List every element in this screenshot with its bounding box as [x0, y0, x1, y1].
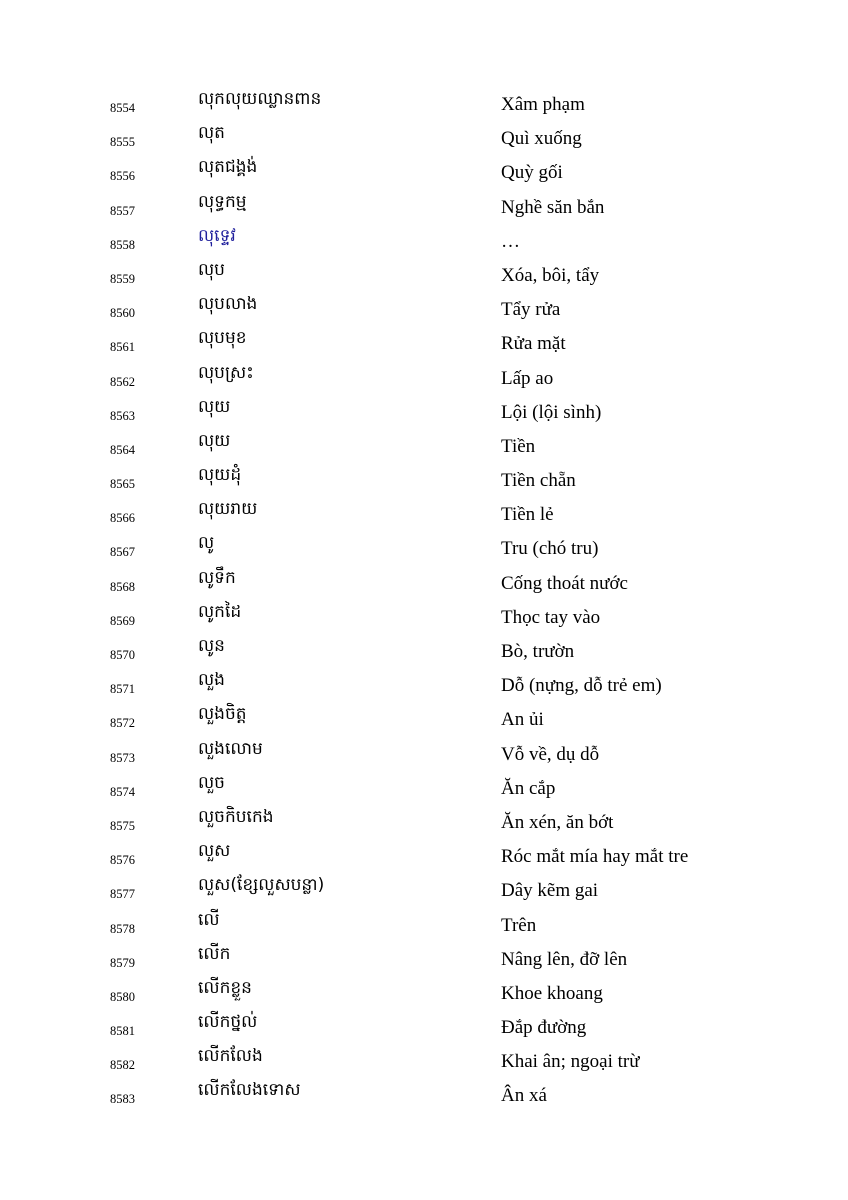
- vietnamese-translation: Khoe khoang: [501, 982, 603, 1004]
- entry-number: 8583: [110, 1092, 135, 1107]
- dictionary-entry: [0, 667, 848, 701]
- dictionary-entry: [0, 394, 848, 428]
- dictionary-entry: [0, 633, 848, 667]
- khmer-term: លួង: [198, 670, 225, 691]
- vietnamese-translation: Quì xuống: [501, 128, 582, 150]
- khmer-term: លួងលោម: [198, 738, 263, 759]
- vietnamese-translation: Ăn xén, ăn bớt: [501, 811, 614, 833]
- entry-list: [0, 86, 848, 1112]
- dictionary-entry: [0, 941, 848, 975]
- vietnamese-translation: Tru (chó tru): [501, 538, 599, 560]
- entry-number: 8554: [110, 101, 135, 115]
- entry-number: 8565: [110, 477, 135, 492]
- entry-number: 8576: [110, 853, 135, 868]
- khmer-term: លើ: [198, 909, 220, 930]
- vietnamese-translation: Ăn cắp: [501, 777, 556, 799]
- dictionary-entry: [0, 86, 848, 120]
- khmer-term: លើកខ្លួន: [198, 977, 252, 998]
- vietnamese-translation: Xâm phạm: [501, 94, 585, 115]
- khmer-term: លួច: [198, 772, 225, 793]
- khmer-term: លួចកិបកេង: [198, 806, 274, 827]
- dictionary-entry: [0, 599, 848, 633]
- khmer-term: លុយដុំ: [198, 465, 242, 486]
- dictionary-entry: [0, 701, 848, 735]
- entry-number: 8569: [110, 613, 135, 628]
- vietnamese-translation: Ân xá: [501, 1085, 547, 1107]
- khmer-term: លុយ: [198, 396, 231, 417]
- khmer-term: លូកដៃ: [198, 601, 242, 622]
- entry-number: 8563: [110, 408, 135, 423]
- dictionary-entry: [0, 257, 848, 291]
- vietnamese-translation: Quỳ gối: [501, 162, 563, 184]
- khmer-term: លុត: [198, 123, 225, 144]
- entry-number: 8561: [110, 340, 135, 355]
- entry-number: 8557: [110, 203, 135, 218]
- dictionary-entry: [0, 872, 848, 906]
- khmer-term: លុបមុខ: [198, 328, 247, 349]
- vietnamese-translation: Dỗ (nựng, dỗ trẻ em): [501, 675, 662, 697]
- vietnamese-translation: Lấp ao: [501, 367, 554, 389]
- khmer-term: លើកថ្នល់: [198, 1012, 258, 1033]
- entry-number: 8580: [110, 989, 135, 1004]
- vietnamese-translation: Xóa, bôi, tẩy: [501, 264, 600, 286]
- entry-number: 8581: [110, 1024, 135, 1039]
- khmer-term: លុយរាយ: [198, 499, 258, 520]
- dictionary-entry: [0, 428, 848, 462]
- khmer-term: លូន: [198, 636, 225, 656]
- khmer-term: លួងចិត្ត: [198, 704, 247, 725]
- khmer-term-link[interactable]: លុទ្ទេវ: [198, 225, 236, 246]
- vietnamese-translation: Tiền lẻ: [501, 504, 554, 526]
- vietnamese-translation: Khai ân; ngoại trừ: [501, 1051, 640, 1073]
- entry-number: 8571: [110, 682, 135, 697]
- vietnamese-translation: Róc mắt mía hay mắt tre: [501, 846, 689, 868]
- khmer-term: លុបស្រះ: [198, 362, 254, 383]
- khmer-term: លុប: [198, 259, 225, 280]
- vietnamese-translation: Rửa mặt: [501, 333, 566, 355]
- dictionary-entry: [0, 325, 848, 359]
- vietnamese-translation: Lội (lội sình): [501, 401, 602, 423]
- khmer-term: លុទ្ធកម្ម: [198, 191, 247, 212]
- khmer-term: លើកលែងទោស: [198, 1080, 301, 1101]
- dictionary-entry: [0, 907, 848, 941]
- vietnamese-translation: Nâng lên, đỡ lên: [501, 948, 628, 970]
- vietnamese-translation: Tiền: [501, 435, 536, 457]
- entry-number: 8567: [110, 545, 135, 560]
- dictionary-entry: [0, 360, 848, 394]
- entry-number: 8578: [110, 921, 135, 936]
- dictionary-entry: [0, 804, 848, 838]
- vietnamese-translation: Tiền chẵn: [501, 470, 576, 492]
- dictionary-entry: [0, 462, 848, 496]
- vietnamese-translation: Thọc tay vào: [501, 606, 601, 628]
- dictionary-entry: [0, 1043, 848, 1077]
- entry-number: 8556: [110, 169, 135, 184]
- entry-number: 8572: [110, 716, 135, 731]
- dictionary-entry: [0, 291, 848, 325]
- vietnamese-translation: Dây kẽm gai: [501, 880, 599, 902]
- dictionary-entry: [0, 223, 848, 257]
- vietnamese-translation: Nghề săn bắn: [501, 196, 605, 218]
- entry-number: 8582: [110, 1058, 135, 1073]
- dictionary-entry: [0, 770, 848, 804]
- entry-number: 8575: [110, 818, 135, 833]
- entry-number: 8579: [110, 955, 135, 970]
- vietnamese-translation: An ủi: [501, 709, 544, 731]
- dictionary-entry: [0, 975, 848, 1009]
- entry-number: 8558: [110, 237, 135, 252]
- khmer-term: លុបលាង: [198, 294, 258, 315]
- khmer-term: លុយ: [198, 430, 231, 451]
- khmer-term: លួស: [198, 841, 231, 862]
- dictionary-entry: [0, 496, 848, 530]
- vietnamese-translation: Tẩy rửa: [501, 299, 561, 321]
- khmer-term: លុតជង្គង់: [198, 157, 258, 178]
- dictionary-entry: [0, 120, 848, 154]
- entry-number: 8564: [110, 442, 135, 457]
- vietnamese-translation: Bò, trườn: [501, 641, 575, 662]
- vietnamese-translation: …: [501, 230, 520, 252]
- vietnamese-translation: Trên: [501, 914, 537, 936]
- entry-number: 8566: [110, 511, 135, 526]
- vietnamese-translation: Đắp đường: [501, 1017, 587, 1039]
- khmer-term: លុកលុយឈ្លានពាន: [198, 89, 322, 109]
- entry-number: 8570: [110, 648, 135, 662]
- entry-number: 8577: [110, 887, 135, 902]
- entry-number: 8574: [110, 784, 135, 799]
- entry-number: 8559: [110, 271, 135, 286]
- entry-number: 8568: [110, 579, 135, 594]
- vietnamese-translation: Vỗ về, dụ dỗ: [501, 743, 600, 765]
- dictionary-entry: [0, 1009, 848, 1043]
- khmer-term: លូ: [198, 533, 215, 554]
- khmer-term: លើកលែង: [198, 1046, 263, 1067]
- khmer-term: លួស(ខ្សែលួសបន្លា): [198, 875, 325, 896]
- entry-number: 8573: [110, 750, 135, 765]
- entry-number: 8555: [110, 135, 135, 150]
- dictionary-entry: [0, 530, 848, 564]
- khmer-term: លើក: [198, 943, 231, 964]
- vietnamese-translation: Cống thoát nước: [501, 572, 628, 594]
- dictionary-entry: [0, 565, 848, 599]
- khmer-term: លូទឹក: [198, 567, 236, 588]
- dictionary-entry: [0, 1077, 848, 1111]
- dictionary-entry: [0, 838, 848, 872]
- entry-number: 8560: [110, 306, 135, 321]
- entry-number: 8562: [110, 374, 135, 389]
- dictionary-entry: [0, 736, 848, 770]
- dictionary-entry: [0, 189, 848, 223]
- dictionary-entry: [0, 154, 848, 188]
